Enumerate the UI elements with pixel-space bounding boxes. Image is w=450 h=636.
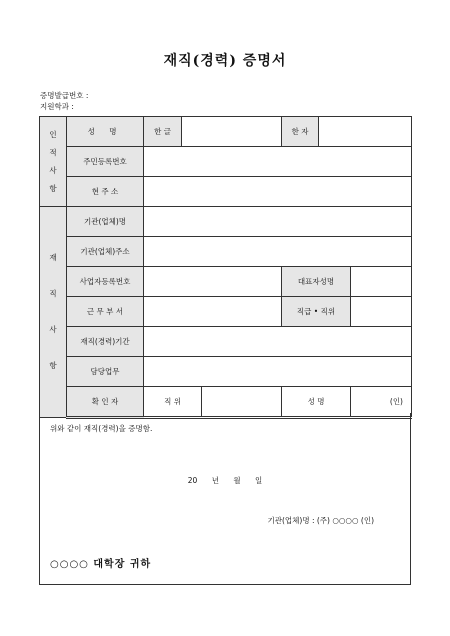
company-address-field[interactable] <box>144 237 412 267</box>
work-department-field[interactable] <box>144 297 282 327</box>
document-title: 재직(경력) 증명서 <box>163 53 287 69</box>
company-signature: 기관(업체)명 : (주) ○○○○ (인) <box>267 516 374 525</box>
work-department-label: 근 무 부 서 <box>67 297 144 327</box>
statement-box <box>39 413 411 585</box>
addressee: ○○○○ 대학장 귀하 <box>50 559 152 570</box>
confirmer-position-label: 직 위 <box>144 387 202 418</box>
date-line: 20 년 월 일 <box>187 476 263 485</box>
statement-text: 위와 같이 재직(경력)을 증명함. <box>50 424 153 433</box>
issue-number-label: 증명발급번호 : <box>40 91 89 100</box>
hanja-label: 한 자 <box>282 117 319 147</box>
company-name-field[interactable] <box>144 207 412 237</box>
resident-no-label: 주민등록번호 <box>67 147 144 177</box>
representative-field[interactable] <box>351 267 412 297</box>
employment-period-label: 재직(경력)기간 <box>67 327 144 357</box>
position-field[interactable] <box>351 297 412 327</box>
department-label: 지원학과 : <box>40 102 74 111</box>
confirmer-name-label: 성 명 <box>282 387 351 418</box>
name-label: 성 명 <box>67 117 144 147</box>
personal-section-label: 인 적 사 항 <box>40 117 67 207</box>
resident-no-field[interactable] <box>144 147 412 177</box>
confirmer-seal: (인) <box>351 387 412 418</box>
certificate-form-table <box>39 116 412 419</box>
business-reg-field[interactable] <box>144 267 282 297</box>
hangul-name-field[interactable] <box>182 117 282 147</box>
address-field[interactable] <box>144 177 412 207</box>
position-label: 직급 • 직위 <box>282 297 351 327</box>
employment-section-label: 재 직 사 항 <box>40 207 67 418</box>
employment-period-field[interactable] <box>144 327 412 357</box>
company-name-label: 기관(업체)명 <box>67 207 144 237</box>
representative-label: 대표자성명 <box>282 267 351 297</box>
hangul-label: 한 글 <box>144 117 182 147</box>
address-label: 현 주 소 <box>67 177 144 207</box>
company-address-label: 기관(업체)주소 <box>67 237 144 267</box>
duties-label: 담당업무 <box>67 357 144 387</box>
business-reg-label: 사업자등록번호 <box>67 267 144 297</box>
hanja-name-field[interactable] <box>319 117 412 147</box>
duties-field[interactable] <box>144 357 412 387</box>
confirmer-label: 확 인 자 <box>67 387 144 418</box>
